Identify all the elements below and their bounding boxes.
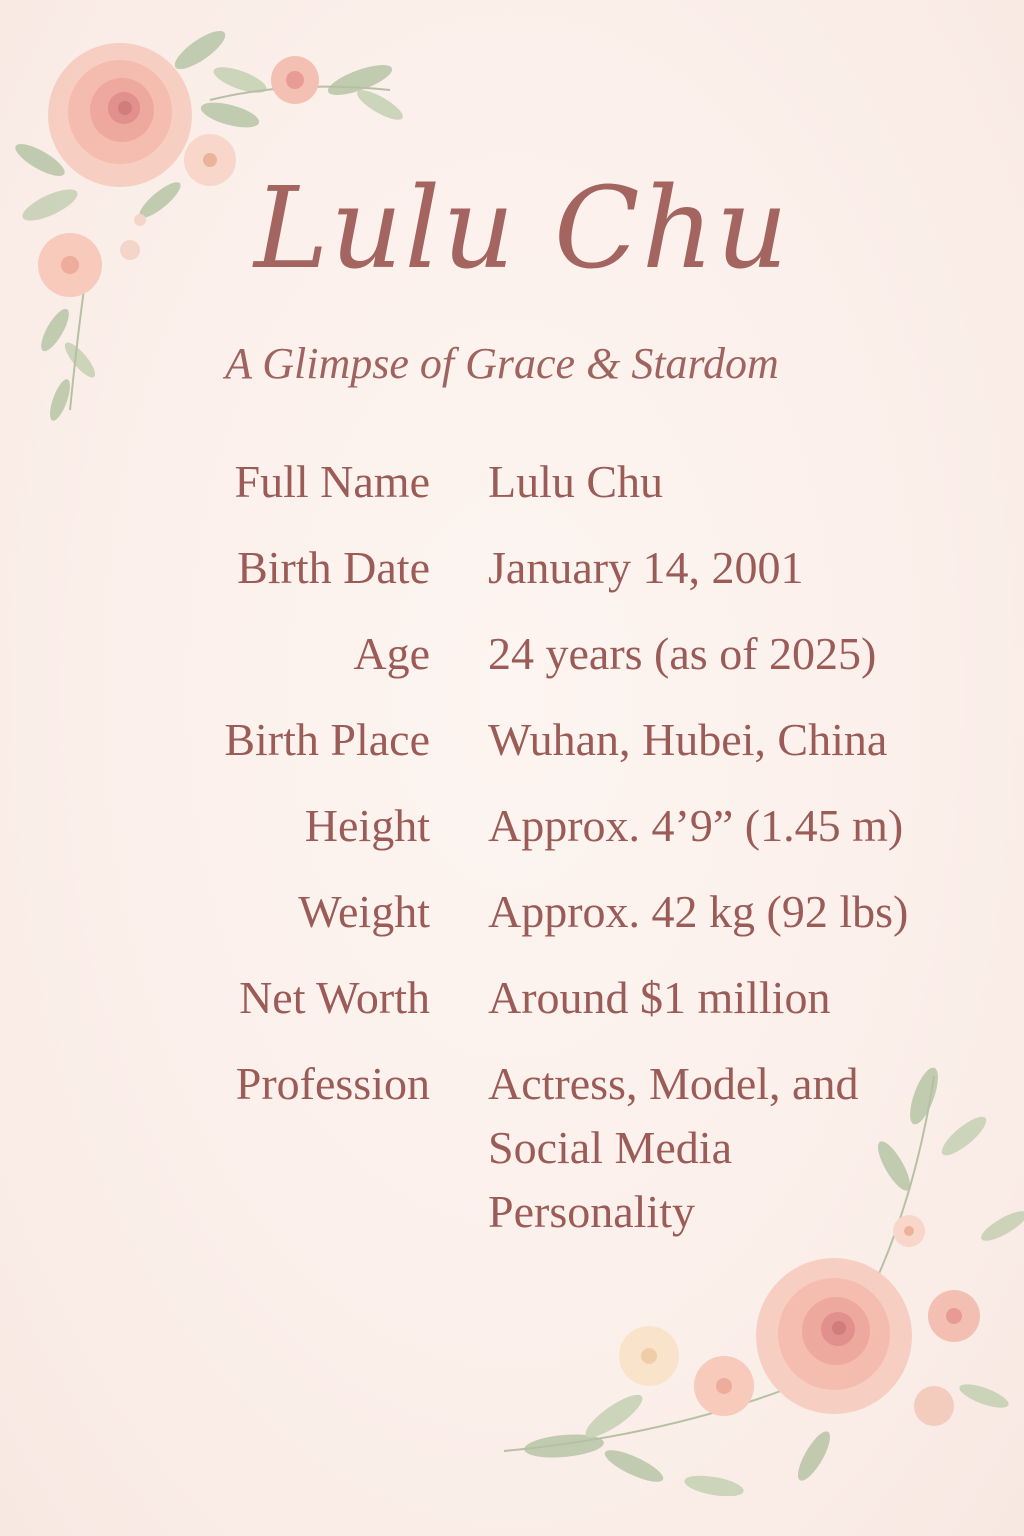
fact-row-age — [130, 622, 990, 686]
facts-list — [130, 450, 990, 1266]
fact-label: Age — [353, 628, 430, 679]
fact-label: Full Name — [234, 456, 430, 507]
fact-label: Birth Place — [224, 714, 430, 765]
fact-row-profession — [130, 1052, 990, 1244]
fact-label: Weight — [298, 886, 430, 937]
fact-value: Approx. 4’9” (1.45 m) — [488, 800, 904, 851]
fact-value: Around $1 million — [488, 972, 831, 1023]
fact-value: Lulu Chu — [488, 456, 664, 507]
fact-label: Birth Date — [237, 542, 430, 593]
fact-value: Actress, Model, and Social Media Personality — [488, 1058, 859, 1237]
fact-row-birth-date — [130, 536, 990, 600]
fact-row-weight — [130, 880, 990, 944]
page-title: Lulu Chu — [253, 164, 791, 294]
fact-label: Profession — [235, 1058, 430, 1109]
fact-row-net-worth — [130, 966, 990, 1030]
fact-value: Approx. 42 kg (92 lbs) — [488, 886, 909, 937]
fact-row-birth-place — [130, 708, 990, 772]
fact-value: Wuhan, Hubei, China — [488, 714, 888, 765]
fact-value: January 14, 2001 — [488, 542, 804, 593]
fact-row-full-name — [130, 450, 990, 514]
page-subtitle: A Glimpse of Grace & Stardom — [225, 339, 779, 388]
fact-label: Net Worth — [239, 972, 430, 1023]
fact-row-height — [130, 794, 990, 858]
fact-value: 24 years (as of 2025) — [488, 628, 877, 679]
fact-label: Height — [304, 800, 430, 851]
